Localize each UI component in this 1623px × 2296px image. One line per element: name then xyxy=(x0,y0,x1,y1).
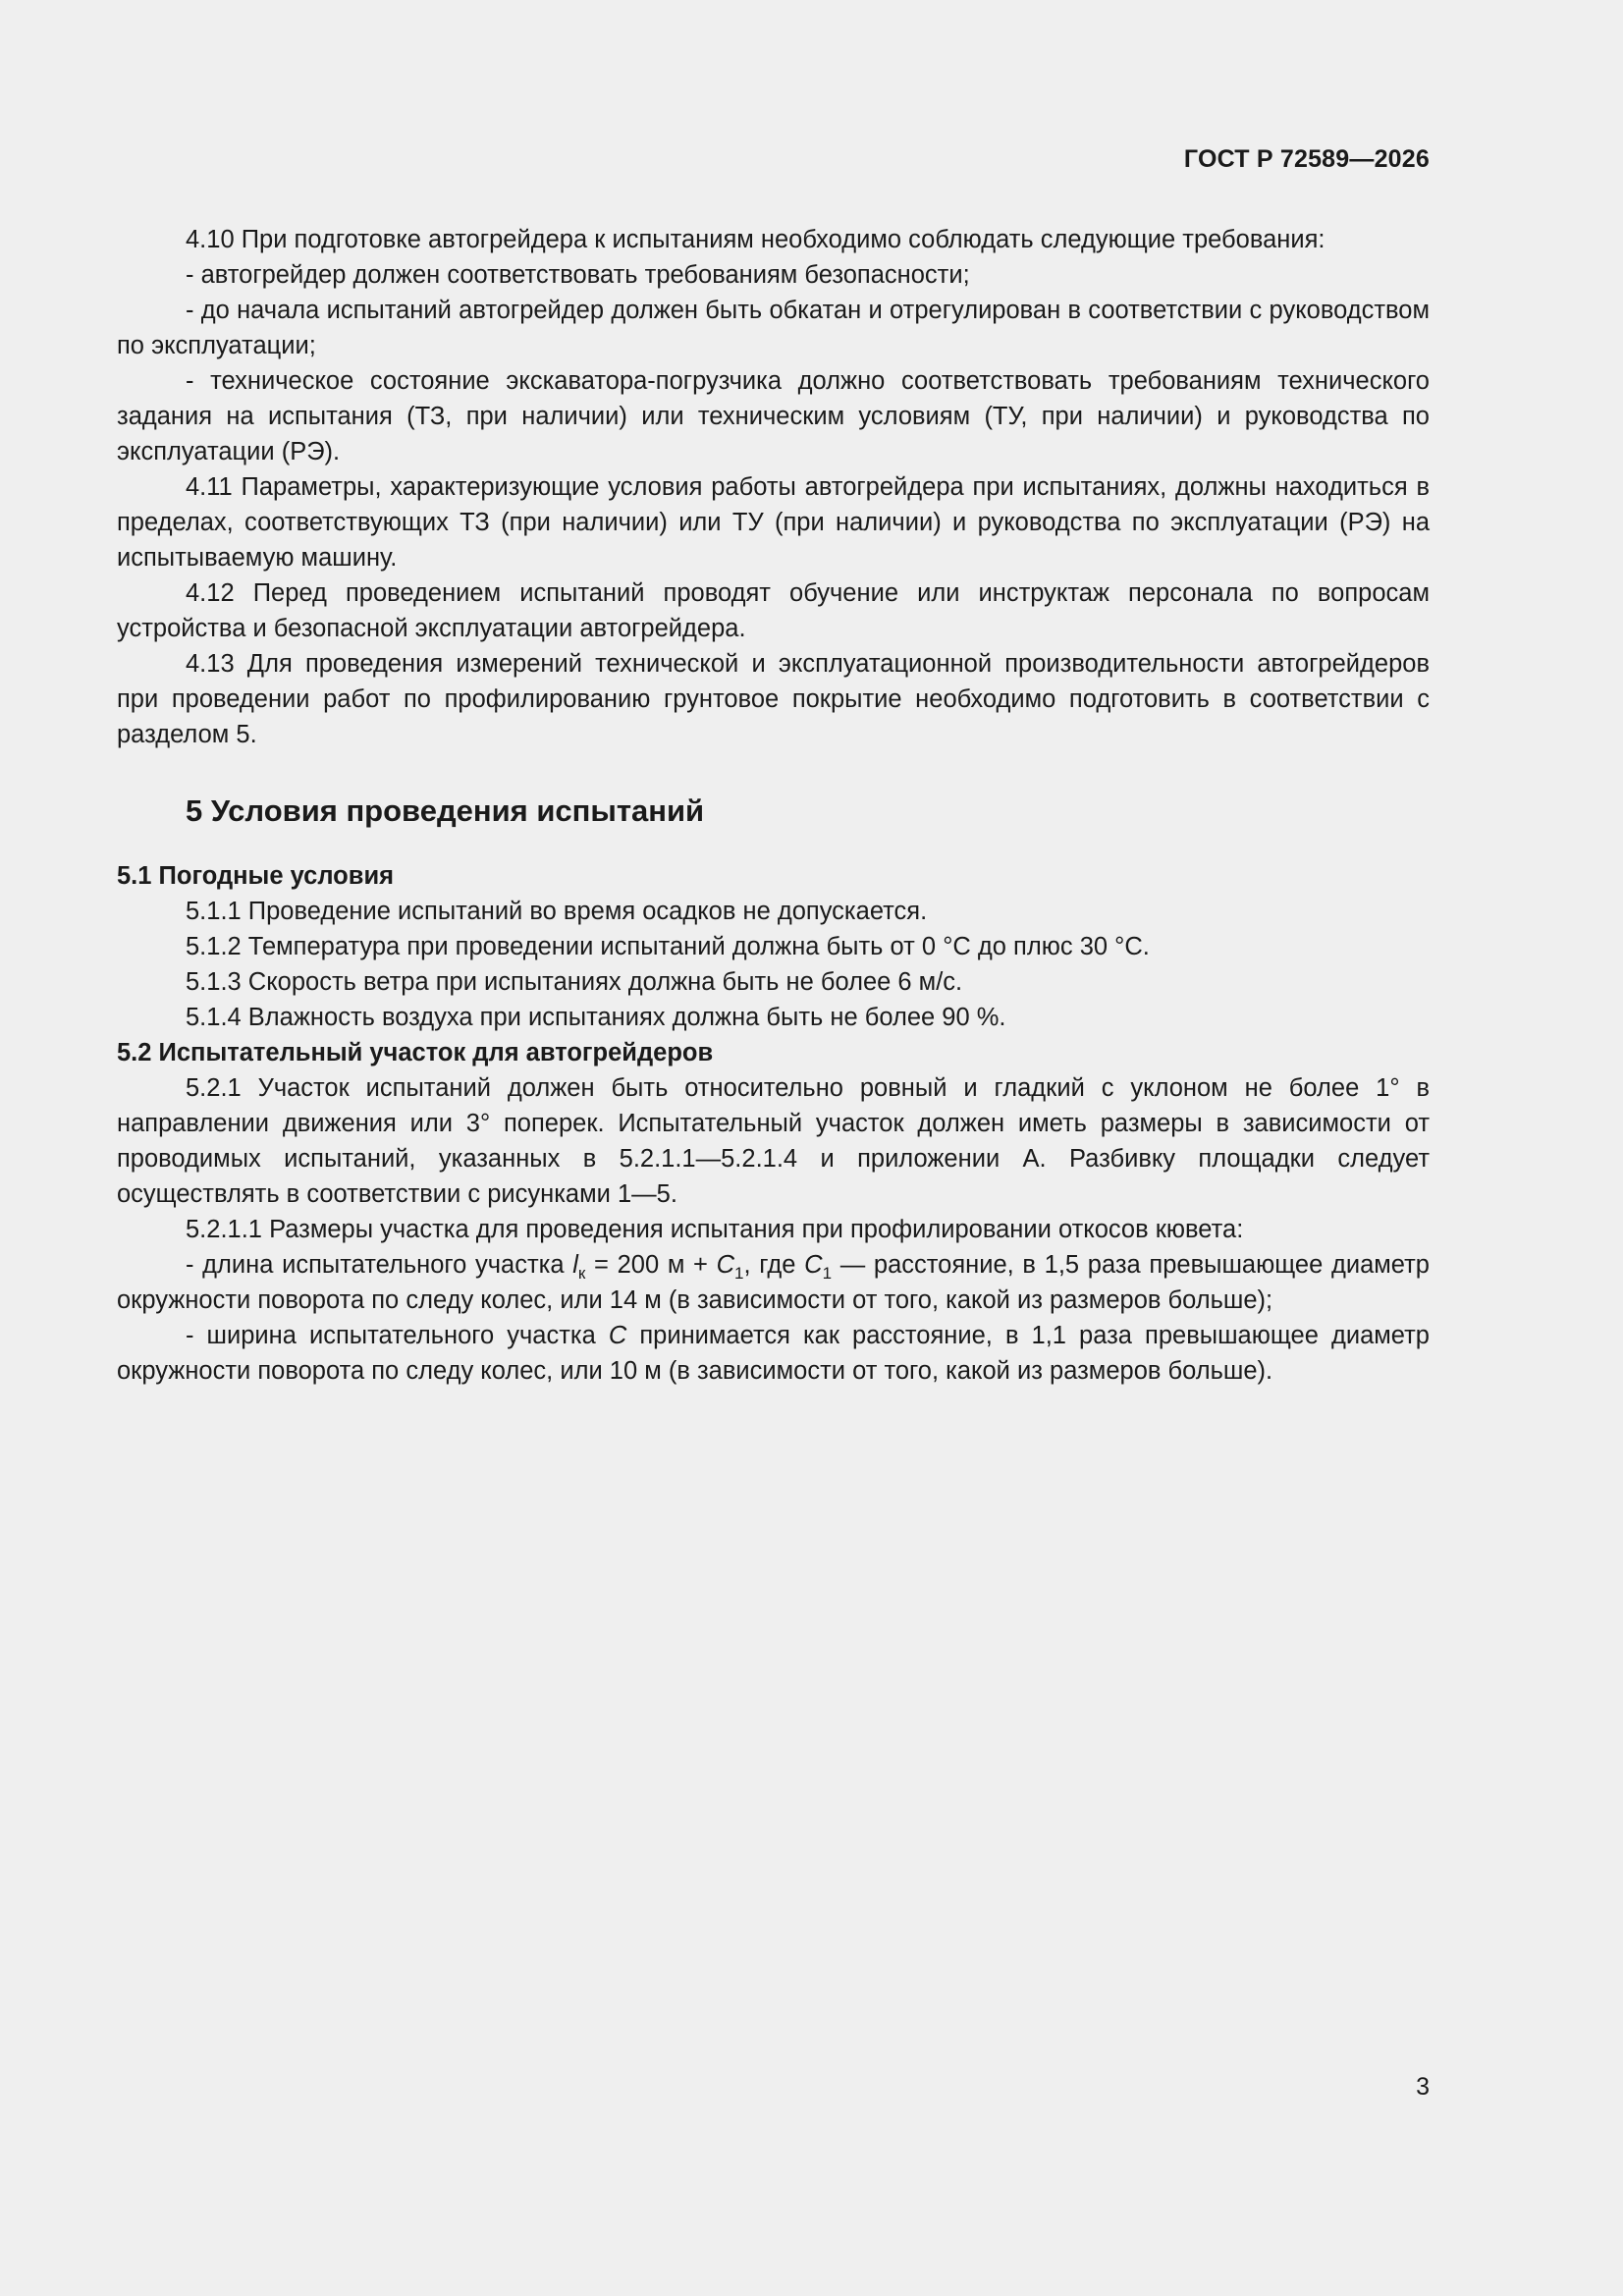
text-run: , где xyxy=(743,1251,805,1279)
symbol-c: C xyxy=(804,1251,823,1279)
paragraph-4-10: 4.10 При подготовке автогрейдера к испытаниям необходимо соблюдать следующие требования: xyxy=(186,226,1325,253)
paragraph-5-1-4: 5.1.4 Влажность воздуха при испытаниях должна быть не более 90 %. xyxy=(186,1004,1006,1031)
subsection-5-2-heading: 5.2 Испытательный участок для автогрейдеров xyxy=(117,1039,714,1066)
symbol-c: C xyxy=(716,1251,735,1279)
list-item: - автогрейдер должен соответствовать требованиям безопасности; xyxy=(186,261,970,289)
subsection-5-1-heading: 5.1 Погодные условия xyxy=(117,862,394,890)
paragraph-5-2-1-1: 5.2.1.1 Размеры участка для проведения испытания при профилировании откосов кювета: xyxy=(186,1216,1244,1243)
paragraph-5-2-1: 5.2.1 Участок испытаний должен быть относительно ровный и гладкий с уклоном не более 1° в направлении движения или 3° поперек. Испытательный участок должен иметь размеры в зависимости от проводимых испытаний, указанных в 5.2.1.1—5.2.1.4 и приложении А. Разбивку площадки следует осуществлять в соответствии с рисунками 1—5. xyxy=(117,1074,1430,1208)
section-5-heading: 5 Условия проведения испытаний xyxy=(186,793,705,828)
text-run: - длина испытательного участка xyxy=(186,1251,573,1279)
text-run: - ширина испытательного участка xyxy=(186,1322,609,1349)
list-item: - до начала испытаний автогрейдер должен быть обкатан и отрегулирован в соответствии с руководством по эксплуатации; xyxy=(117,297,1430,359)
paragraph-5-1-3: 5.1.3 Скорость ветра при испытаниях должна быть не более 6 м/с. xyxy=(186,968,963,996)
paragraph-5-1-1: 5.1.1 Проведение испытаний во время осадков не допускается. xyxy=(186,898,928,925)
list-item-width xyxy=(117,1318,1430,1389)
document-id: ГОСТ Р 72589—2026 xyxy=(1183,145,1430,173)
text-run: принимается как расстояние, в 1,1 раза превышающее диаметр окружности поворота по следу колес, или 10 м (в зависимости от того, какой из размеров больше). xyxy=(117,1322,1430,1385)
paragraph-4-12: 4.12 Перед проведением испытаний проводят обучение или инструктаж персонала по вопросам устройства и безопасной эксплуатации автогрейдера. xyxy=(117,579,1430,642)
paragraph-4-13: 4.13 Для проведения измерений технической и эксплуатационной производительности автогрейдеров при проведении работ по профилированию грунтовое покрытие необходимо подготовить в соответствии с разделом 5. xyxy=(117,650,1430,748)
symbol-l: l xyxy=(572,1251,578,1279)
paragraph-4-11: 4.11 Параметры, характеризующие условия работы автогрейдера при испытаниях, должны находиться в пределах, соответствующих ТЗ (при наличии) или ТУ (при наличии) и руководства по эксплуатации (РЭ) на испытываемую машину. xyxy=(117,473,1430,572)
list-item: - техническое состояние экскаватора-погрузчика должно соответствовать требованиям технического задания на испытания (ТЗ, при наличии) или техническим условиям (ТУ, при наличии) и руководства по эксплуатации (РЭ). xyxy=(117,367,1430,465)
text-run: = 200 м + xyxy=(585,1251,717,1279)
subscript-k: к xyxy=(577,1264,586,1283)
page-number: 3 xyxy=(1416,2073,1430,2101)
list-item-length xyxy=(117,1247,1430,1318)
subscript-1: 1 xyxy=(734,1264,744,1283)
subscript-1: 1 xyxy=(822,1264,833,1283)
document-body xyxy=(117,222,1430,1389)
symbol-c: C xyxy=(608,1322,627,1349)
paragraph-5-1-2: 5.1.2 Температура при проведении испытаний должна быть от 0 °С до плюс 30 °С. xyxy=(186,933,1150,960)
text-run: — расстояние, в 1,5 раза превышающее диаметр окружности поворота по следу колес, или 14 м (в зависимости от того, какой из размеров больше); xyxy=(117,1251,1430,1314)
